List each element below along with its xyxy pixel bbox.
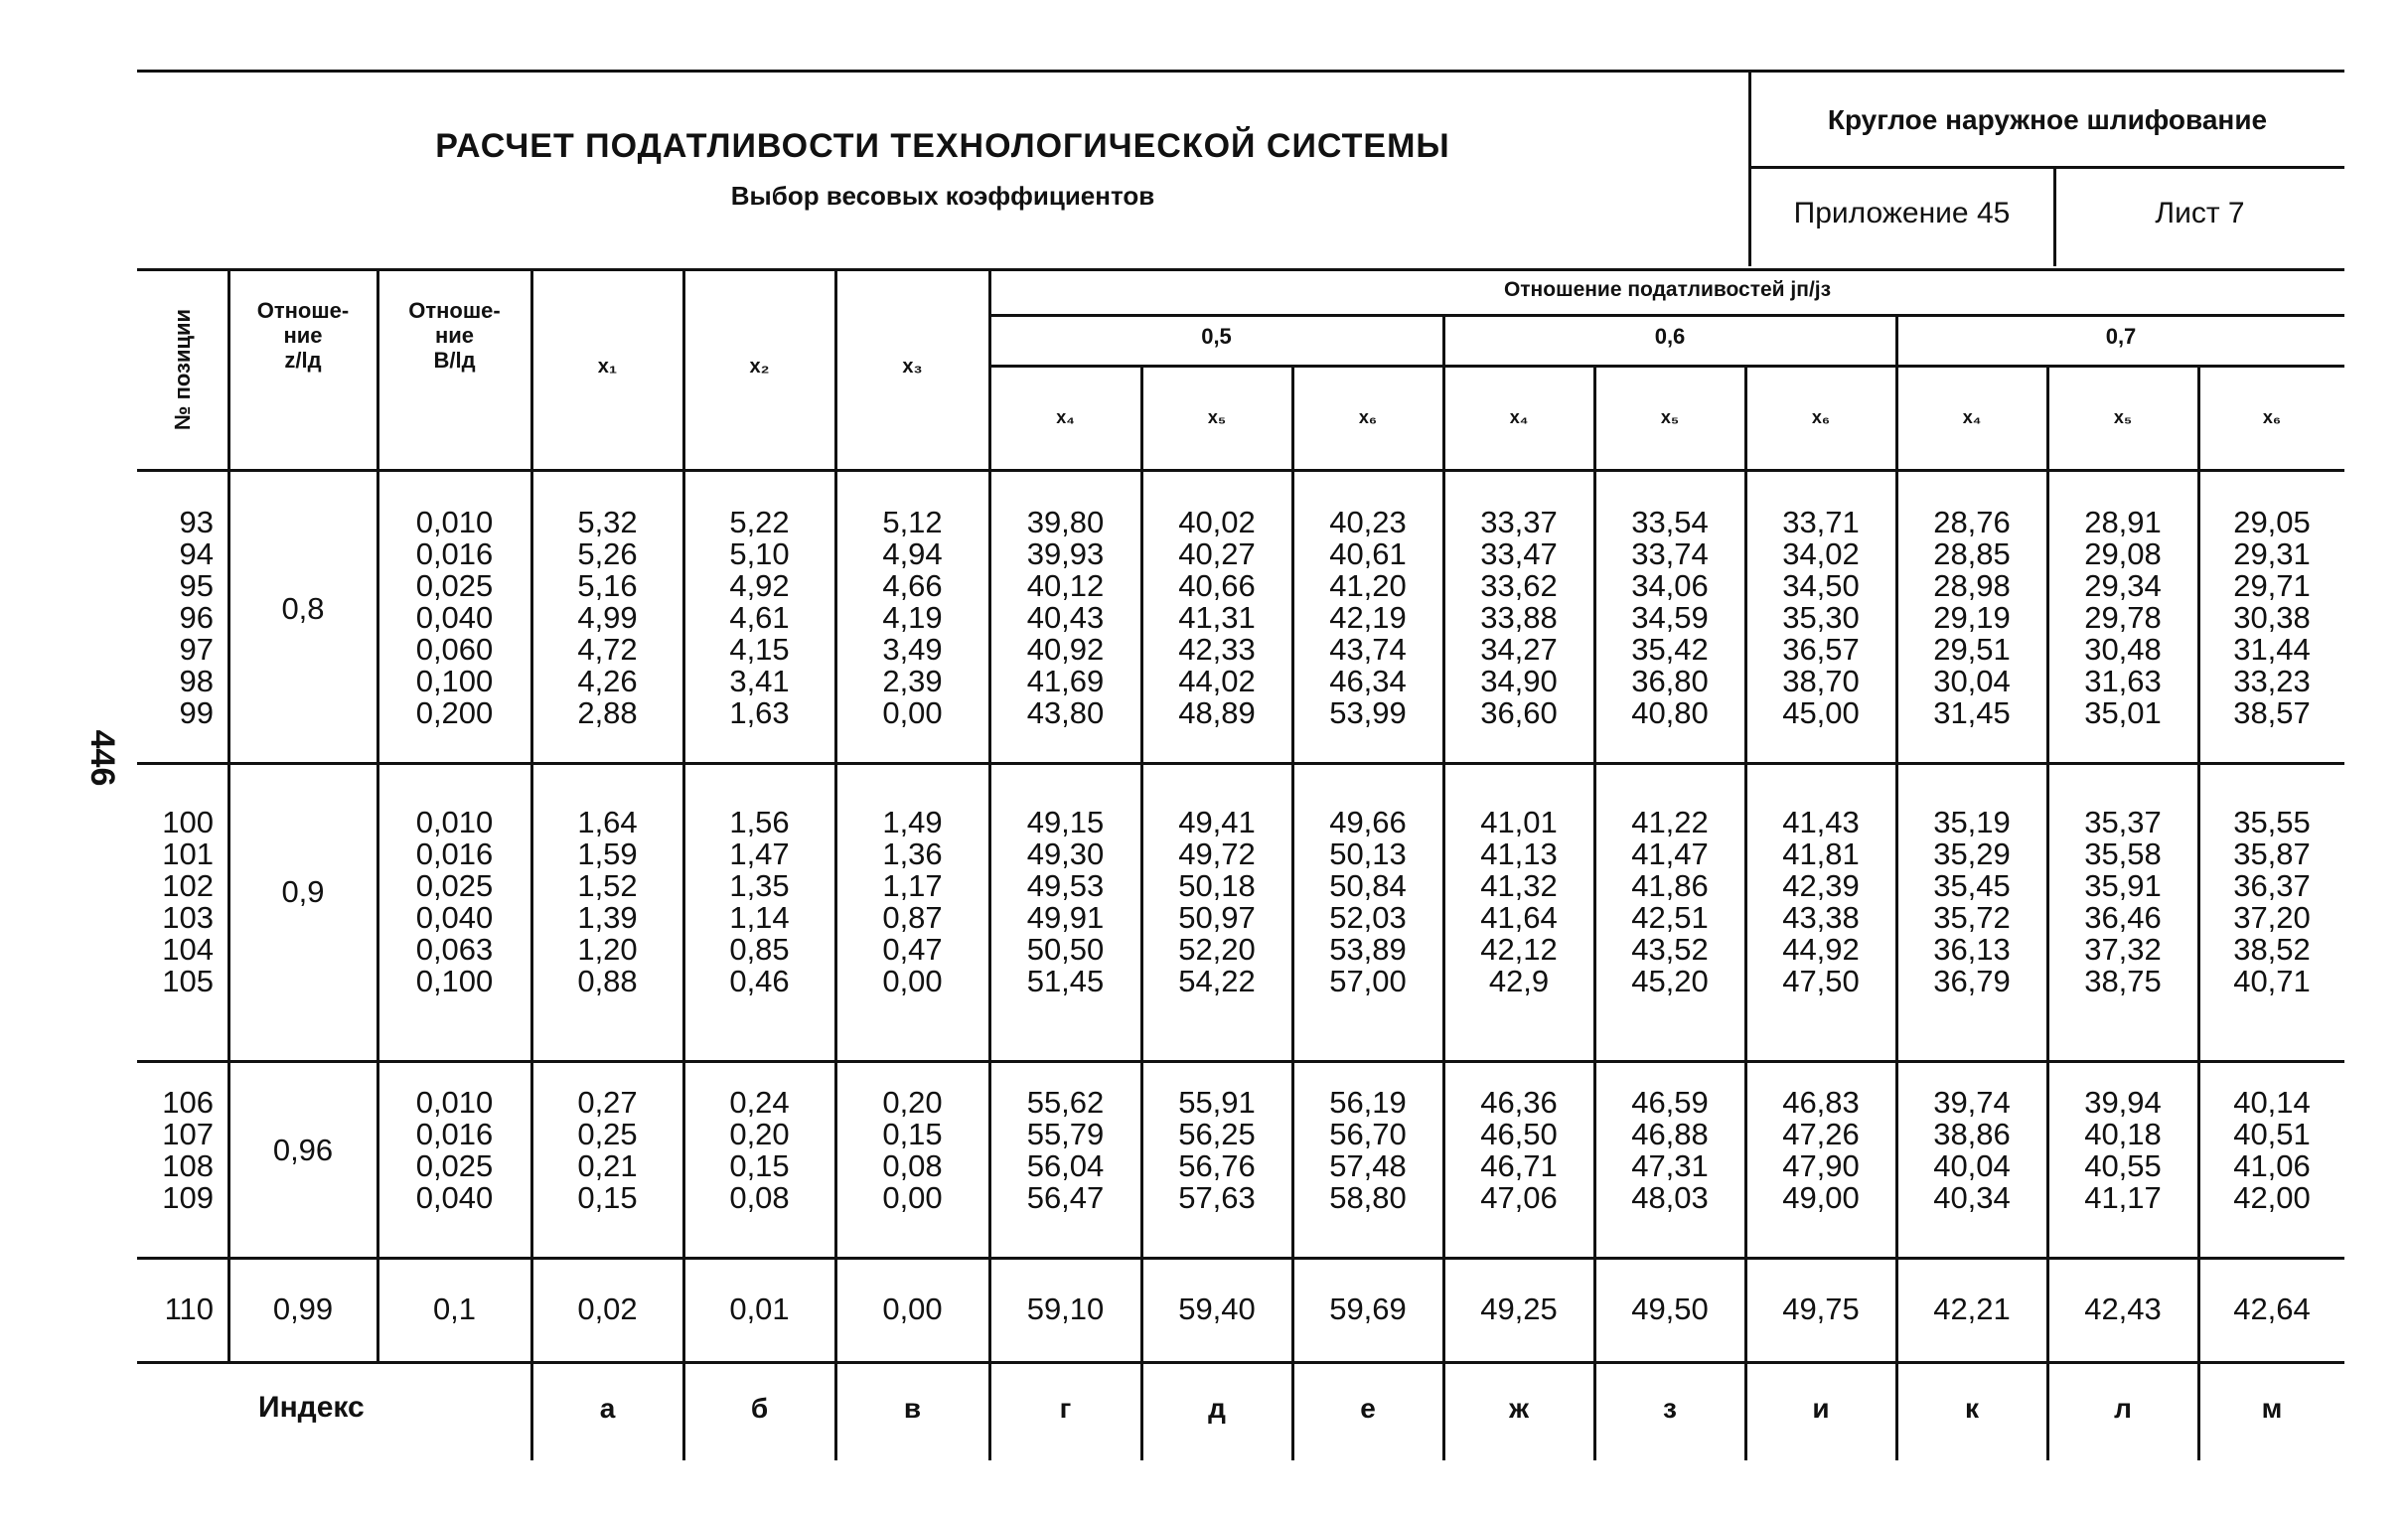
z-ratio-value: 0,99 xyxy=(272,1291,334,1326)
sub-header: x₄ xyxy=(1962,407,1982,427)
coefficient-column: 5,32 5,26 5,16 4,99 4,72 4,26 2,88 xyxy=(577,505,638,730)
index-letter: в xyxy=(903,1393,922,1424)
coefficient-column: 41,22 41,47 41,86 42,51 43,52 45,20 xyxy=(1631,805,1709,998)
coefficient-column: 49,41 49,72 50,18 50,97 52,20 54,22 xyxy=(1178,805,1256,998)
index-letter: а xyxy=(599,1393,616,1424)
sub-header: x₅ xyxy=(1660,407,1680,427)
coefficient-column: 35,55 35,87 36,37 37,20 38,52 40,71 xyxy=(2233,805,2311,998)
index-letter: ж xyxy=(1509,1393,1529,1424)
coefficient-column: 33,71 34,02 34,50 35,30 36,57 38,70 45,00 xyxy=(1782,505,1860,730)
position-numbers: 110 xyxy=(164,1291,214,1326)
x2-header: x₂ xyxy=(749,356,770,378)
index-letter: з xyxy=(1663,1393,1677,1424)
index-letter: м xyxy=(2261,1393,2283,1424)
coefficient-column: 59,40 xyxy=(1178,1291,1256,1326)
b-ratio-values: 0,1 xyxy=(432,1291,477,1326)
coefficient-column: 0,20 0,15 0,08 0,00 xyxy=(882,1085,943,1215)
coefficient-column: 41,43 41,81 42,39 43,38 44,92 47,50 xyxy=(1782,805,1860,998)
z-ratio-value: 0,9 xyxy=(281,874,325,909)
sub-header: x₅ xyxy=(1207,407,1227,427)
coefficient-column: 0,01 xyxy=(729,1291,790,1326)
coefficient-column: 39,80 39,93 40,12 40,43 40,92 41,69 43,80 xyxy=(1026,505,1105,730)
group-label-0-5: 0,5 xyxy=(1201,324,1232,349)
index-letter: к xyxy=(1964,1393,1979,1424)
sub-header: x₅ xyxy=(2113,407,2133,427)
x3-header: x₃ xyxy=(902,356,923,378)
coefficient-column: 55,91 56,25 56,76 57,63 xyxy=(1178,1085,1256,1215)
coefficient-column: 0,27 0,25 0,21 0,15 xyxy=(577,1085,638,1215)
coefficient-column: 1,56 1,47 1,35 1,14 0,85 0,46 xyxy=(729,805,790,998)
coefficient-column: 35,19 35,29 35,45 35,72 36,13 36,79 xyxy=(1933,805,2011,998)
position-column-header: № позиции xyxy=(170,308,195,431)
coefficient-column: 0,24 0,20 0,15 0,08 xyxy=(729,1085,790,1215)
coefficient-column: 39,74 38,86 40,04 40,34 xyxy=(1933,1085,2011,1215)
index-letter: л xyxy=(2114,1393,2132,1424)
sub-header: x₄ xyxy=(1056,407,1075,427)
index-label: Индекс xyxy=(258,1391,365,1424)
coefficient-column: 28,91 29,08 29,34 29,78 30,48 31,63 35,01 xyxy=(2084,505,2162,730)
sheet-number: Лист 7 xyxy=(2155,197,2245,229)
coefficient-column: 46,59 46,88 47,31 48,03 xyxy=(1631,1085,1709,1215)
coefficient-column: 1,64 1,59 1,52 1,39 1,20 0,88 xyxy=(577,805,638,998)
coefficient-column: 42,21 xyxy=(1933,1291,2011,1326)
index-letter: д xyxy=(1208,1393,1226,1424)
coefficient-column: 33,54 33,74 34,06 34,59 35,42 36,80 40,80 xyxy=(1631,505,1709,730)
coefficient-column: 40,02 40,27 40,66 41,31 42,33 44,02 48,89 xyxy=(1178,505,1256,730)
coefficient-column: 49,50 xyxy=(1631,1291,1709,1326)
coefficient-column: 40,14 40,51 41,06 42,00 xyxy=(2233,1085,2311,1215)
coefficient-column: 56,19 56,70 57,48 58,80 xyxy=(1329,1085,1407,1215)
index-letter: г xyxy=(1059,1393,1072,1424)
z-ratio-value: 0,8 xyxy=(281,591,325,626)
coefficient-column: 55,62 55,79 56,04 56,47 xyxy=(1026,1085,1105,1215)
coefficient-column: 1,49 1,36 1,17 0,87 0,47 0,00 xyxy=(882,805,943,998)
compliance-ratio-header: Отношение податливостей jп/jз xyxy=(1503,278,1832,301)
appendix-number: Приложение 45 xyxy=(1793,197,2011,229)
coefficient-column: 49,75 xyxy=(1782,1291,1860,1326)
coefficient-column: 5,22 5,10 4,92 4,61 4,15 3,41 1,63 xyxy=(729,505,790,730)
coefficient-column: 28,76 28,85 28,98 29,19 29,51 30,04 31,45 xyxy=(1933,505,2011,730)
position-numbers: 93 94 95 96 97 98 99 xyxy=(179,505,214,730)
coefficient-column: 41,01 41,13 41,32 41,64 42,12 42,9 xyxy=(1480,805,1558,998)
z-ratio-value: 0,96 xyxy=(272,1133,334,1167)
group-label-0-6: 0,6 xyxy=(1654,324,1686,349)
coefficient-column: 0,00 xyxy=(882,1291,943,1326)
b-ratio-values: 0,010 0,016 0,025 0,040 0,060 0,100 0,200 xyxy=(415,505,494,730)
coefficient-column: 46,36 46,50 46,71 47,06 xyxy=(1480,1085,1558,1215)
index-letter: е xyxy=(1360,1393,1376,1424)
index-letter: и xyxy=(1812,1393,1830,1424)
coefficient-column: 42,64 xyxy=(2233,1291,2311,1326)
b-ratio-values: 0,010 0,016 0,025 0,040 xyxy=(415,1085,494,1215)
coefficient-column: 49,15 49,30 49,53 49,91 50,50 51,45 xyxy=(1026,805,1105,998)
index-letter: б xyxy=(750,1393,769,1424)
coefficient-column: 59,69 xyxy=(1329,1291,1407,1326)
sub-header: x₄ xyxy=(1509,407,1529,427)
position-numbers: 106 107 108 109 xyxy=(162,1085,214,1215)
coefficient-column: 59,10 xyxy=(1026,1291,1105,1326)
coefficient-column: 40,23 40,61 41,20 42,19 43,74 46,34 53,99 xyxy=(1329,505,1407,730)
coefficient-column: 35,37 35,58 35,91 36,46 37,32 38,75 xyxy=(2084,805,2162,998)
coefficient-column: 49,25 xyxy=(1480,1291,1558,1326)
z-ratio-header: Отноше- ние z/lд xyxy=(256,298,350,373)
coefficient-column: 39,94 40,18 40,55 41,17 xyxy=(2084,1085,2162,1215)
coefficient-column: 46,83 47,26 47,90 49,00 xyxy=(1782,1085,1860,1215)
b-ratio-values: 0,010 0,016 0,025 0,040 0,063 0,100 xyxy=(415,805,494,998)
group-label-0-7: 0,7 xyxy=(2105,324,2137,349)
b-ratio-header: Отноше- ние B/lд xyxy=(408,298,501,373)
page-number: 446 xyxy=(83,729,121,787)
document-title: РАСЧЕТ ПОДАТЛИВОСТИ ТЕХНОЛОГИЧЕСКОЙ СИСТЕМЫ xyxy=(435,127,1450,165)
coefficient-column: 0,02 xyxy=(577,1291,638,1326)
coefficient-column: 42,43 xyxy=(2084,1291,2162,1326)
coefficient-column: 29,05 29,31 29,71 30,38 31,44 33,23 38,57 xyxy=(2233,505,2311,730)
x1-header: x₁ xyxy=(597,356,618,378)
coefficient-column: 49,66 50,13 50,84 52,03 53,89 57,00 xyxy=(1329,805,1407,998)
sub-header: x₆ xyxy=(1811,407,1831,427)
coefficient-column: 33,37 33,47 33,62 33,88 34,27 34,90 36,60 xyxy=(1480,505,1558,730)
sub-header: x₆ xyxy=(1358,407,1378,427)
coefficient-column: 5,12 4,94 4,66 4,19 3,49 2,39 0,00 xyxy=(882,505,943,730)
sub-header: x₆ xyxy=(2262,407,2282,427)
process-name: Круглое наружное шлифование xyxy=(1827,104,2268,135)
position-numbers: 100 101 102 103 104 105 xyxy=(162,805,214,998)
document-subtitle: Выбор весовых коэффициентов xyxy=(730,181,1155,211)
